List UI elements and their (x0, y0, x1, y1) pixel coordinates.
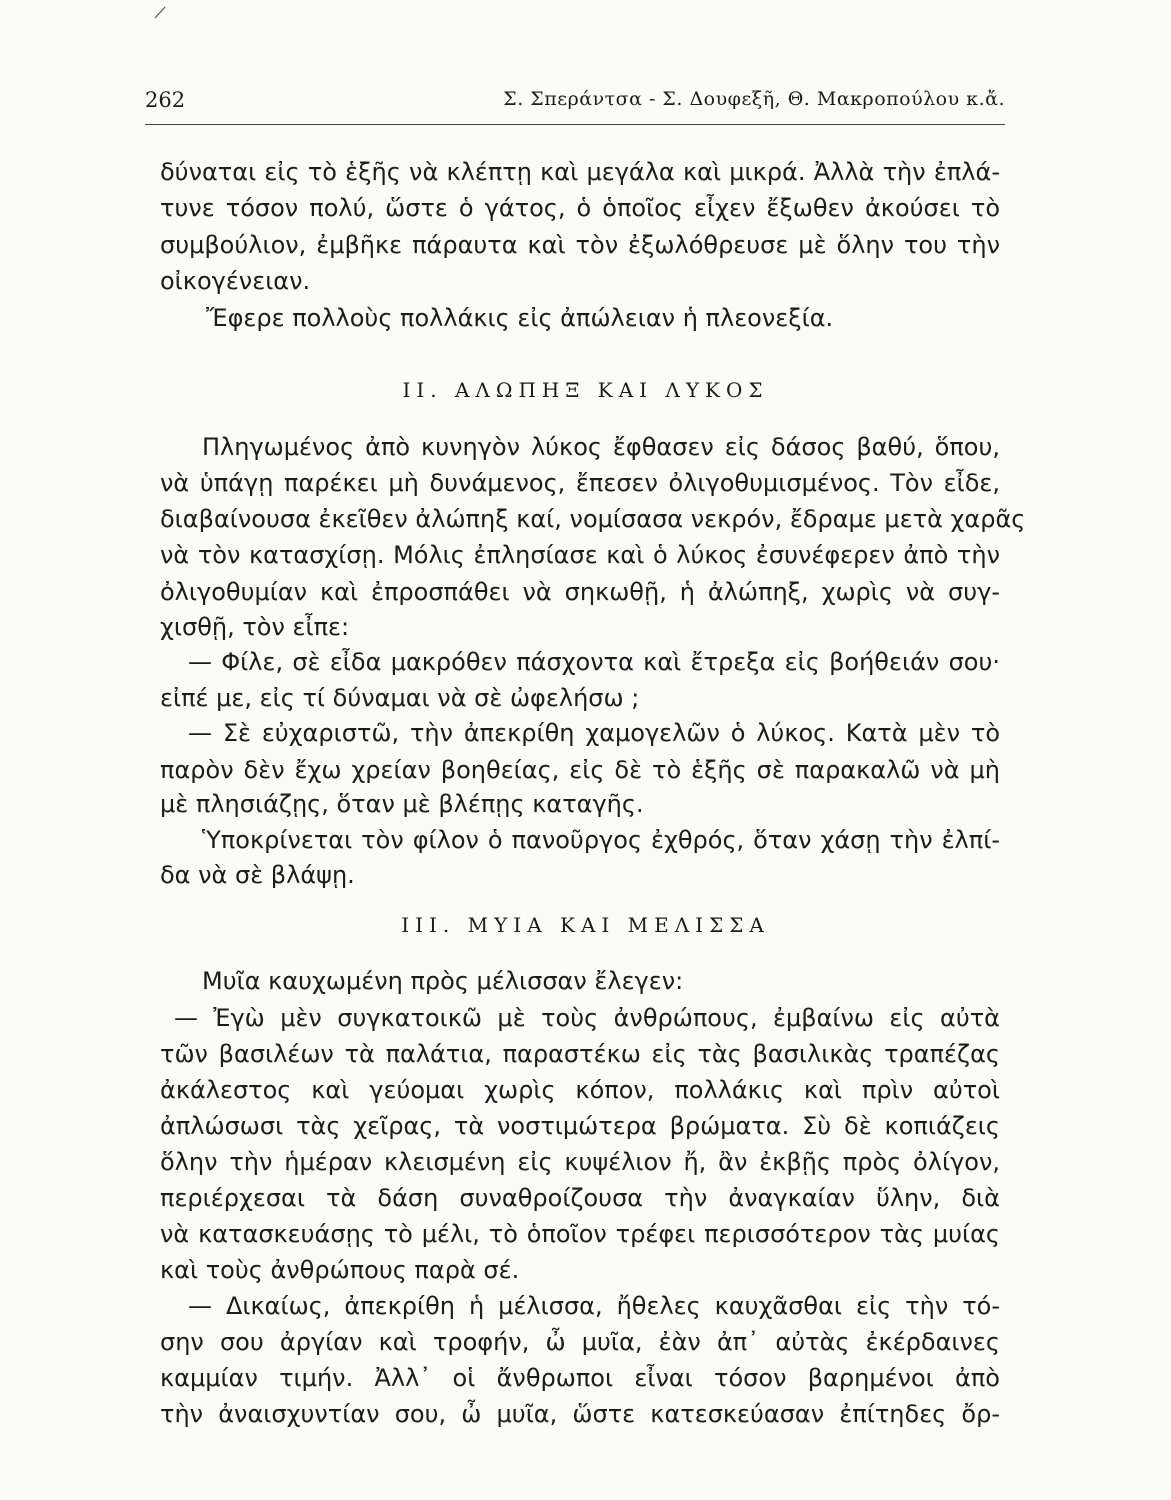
text-line: συμβούλιον, ἐμβῆκε πάραυτα καὶ τὸν ἐξωλόθρευσε μὲ ὅλην του τὴν (160, 231, 1000, 259)
page-header (145, 88, 1005, 125)
dialogue-line: — Ἐγὼ μὲν συγκατοικῶ μὲ τοὺς ἀνθρώπους, ἐμβαίνω εἰς αὐτὰ (174, 1004, 1000, 1032)
text-line: οἰκογένειαν. (160, 267, 311, 295)
text-line: τῶν βασιλέων τὰ παλάτια, παραστέκω εἰς τὰς βασιλικὰς τραπέζας (160, 1040, 1000, 1068)
page-number: 262 (145, 88, 186, 112)
dialogue-line: — Σὲ εὐχαριστῶ, τὴν ἀπεκρίθη χαμογελῶν ὁ λύκος. Κατὰ μὲν τὸ (188, 719, 1000, 747)
text-line: νὰ τὸν κατασχίσῃ. Μόλις ἐπλησίασε καὶ ὁ λύκος ἐσυνέφερεν ἀπὸ τὴν (160, 541, 1000, 569)
text-line: τὴν ἀναισχυντίαν σου, ὦ μυῖα, ὥστε κατεσκεύασαν ἐπίτηδες ὄρ- (160, 1400, 1000, 1428)
text-line: μὲ πλησιάζῃς, ὅταν μὲ βλέπῃς καταγῆς. (160, 790, 644, 818)
text-line: ὅλην τὴν ἡμέραν κλεισμένη εἰς κυψέλιον ἤ, ἂν ἐκβῇς πρὸς ὀλίγον, (160, 1148, 1000, 1176)
text-line: ὀλιγοθυμίαν καὶ ἐπροσπάθει νὰ σηκωθῇ, ἡ ἀλώπηξ, χωρὶς νὰ συγ- (160, 578, 1000, 606)
moral-line: δα νὰ σὲ βλάψῃ. (160, 861, 355, 889)
text-line: περιέρχεσαι τὰ δάση συναθροίζουσα τὴν ἀναγκαίαν ὕλην, διὰ (160, 1184, 1000, 1212)
text-line: δύναται εἰς τὸ ἑξῆς νὰ κλέπτῃ καὶ μεγάλα καὶ μικρά. Ἀλλὰ τὴν ἐπλά- (160, 158, 1000, 186)
text-line: ἀκάλεστος καὶ γεύομαι χωρὶς κόπον, πολλάκις καὶ πρὶν αὐτοὶ (160, 1076, 1000, 1104)
moral-line: Ὑποκρίνεται τὸν φίλον ὁ πανοῦργος ἐχθρός, ὅταν χάσῃ τὴν ἐλπί- (202, 826, 1000, 854)
text-line: καὶ τοὺς ἀνθρώπους παρὰ σέ. (160, 1256, 520, 1284)
text-line: διαβαίνουσα ἐκεῖθεν ἀλώπηξ καί, νομίσασα νεκρόν, ἔδραμε μετὰ χαρᾶς (160, 505, 1026, 533)
moral-line: Ἔφερε πολλοὺς πολλάκις εἰς ἀπώλειαν ἡ πλεονεξία. (206, 304, 834, 332)
running-head: Σ. Σπεράντσα - Σ. Δουφεξῆ, Θ. Μακροπούλου κ.ἄ. (503, 88, 1005, 110)
text-line: ἀπλώσωσι τὰς χεῖρας, τὰ νοστιμώτερα βρώματα. Σὺ δὲ κοπιάζεις (160, 1112, 1000, 1140)
text-line: νὰ κατασκευάσῃς τὸ μέλι, τὸ ὁποῖον τρέφει περισσότερον τὰς μυίας (160, 1220, 1000, 1248)
text-line: Μυῖα καυχωμένη πρὸς μέλισσαν ἔλεγεν: (202, 967, 684, 995)
text-line: Πληγωμένος ἀπὸ κυνηγὸν λύκος ἔφθασεν εἰς δάσος βαθύ, ὅπου, (202, 433, 1000, 461)
dialogue-line: — Δικαίως, ἀπεκρίθη ἡ μέλισσα, ἤθελες καυχᾶσθαι εἰς τὴν τό- (188, 1292, 1000, 1320)
dialogue-line: — Φίλε, σὲ εἶδα μακρόθεν πάσχοντα καὶ ἔτρεξα εἰς βοήθειάν σου· (188, 648, 1000, 676)
text-line: χισθῇ, τὸν εἶπε: (160, 613, 350, 641)
text-line: παρὸν δὲν ἔχω χρείαν βοηθείας, εἰς δὲ τὸ ἑξῆς σὲ παρακαλῶ νὰ μὴ (160, 756, 1000, 784)
text-line: τυνε τόσον πολύ, ὥστε ὁ γάτος, ὁ ὁποῖος εἶχεν ἔξωθεν ἀκούσει τὸ (160, 194, 1000, 222)
text-line: καμμίαν τιμήν. Ἀλλ᾿ οἱ ἄνθρωποι εἶναι τόσον βαρημένοι ἀπὸ (160, 1364, 1000, 1392)
fable-title: III. ΜΥΙΑ ΚΑΙ ΜΕΛΙΣΣΑ (401, 913, 770, 937)
text-line: νὰ ὑπάγῃ παρέκει μὴ δυνάμενος, ἔπεσεν ὀλιγοθυμισμένος. Τὸν εἶδε, (160, 469, 1000, 497)
pencil-mark-icon (152, 4, 168, 20)
text-line: εἰπέ με, εἰς τί δύναμαι νὰ σὲ ὠφελήσω ; (160, 684, 640, 712)
fable-title: II. ΑΛΩΠΗΞ ΚΑΙ ΛΥΚΟΣ (402, 378, 769, 402)
text-line: σην σου ἀργίαν καὶ τροφήν, ὦ μυῖα, ἐὰν ἀπ᾿ αὐτὰς ἐκέρδαινες (160, 1328, 1000, 1356)
